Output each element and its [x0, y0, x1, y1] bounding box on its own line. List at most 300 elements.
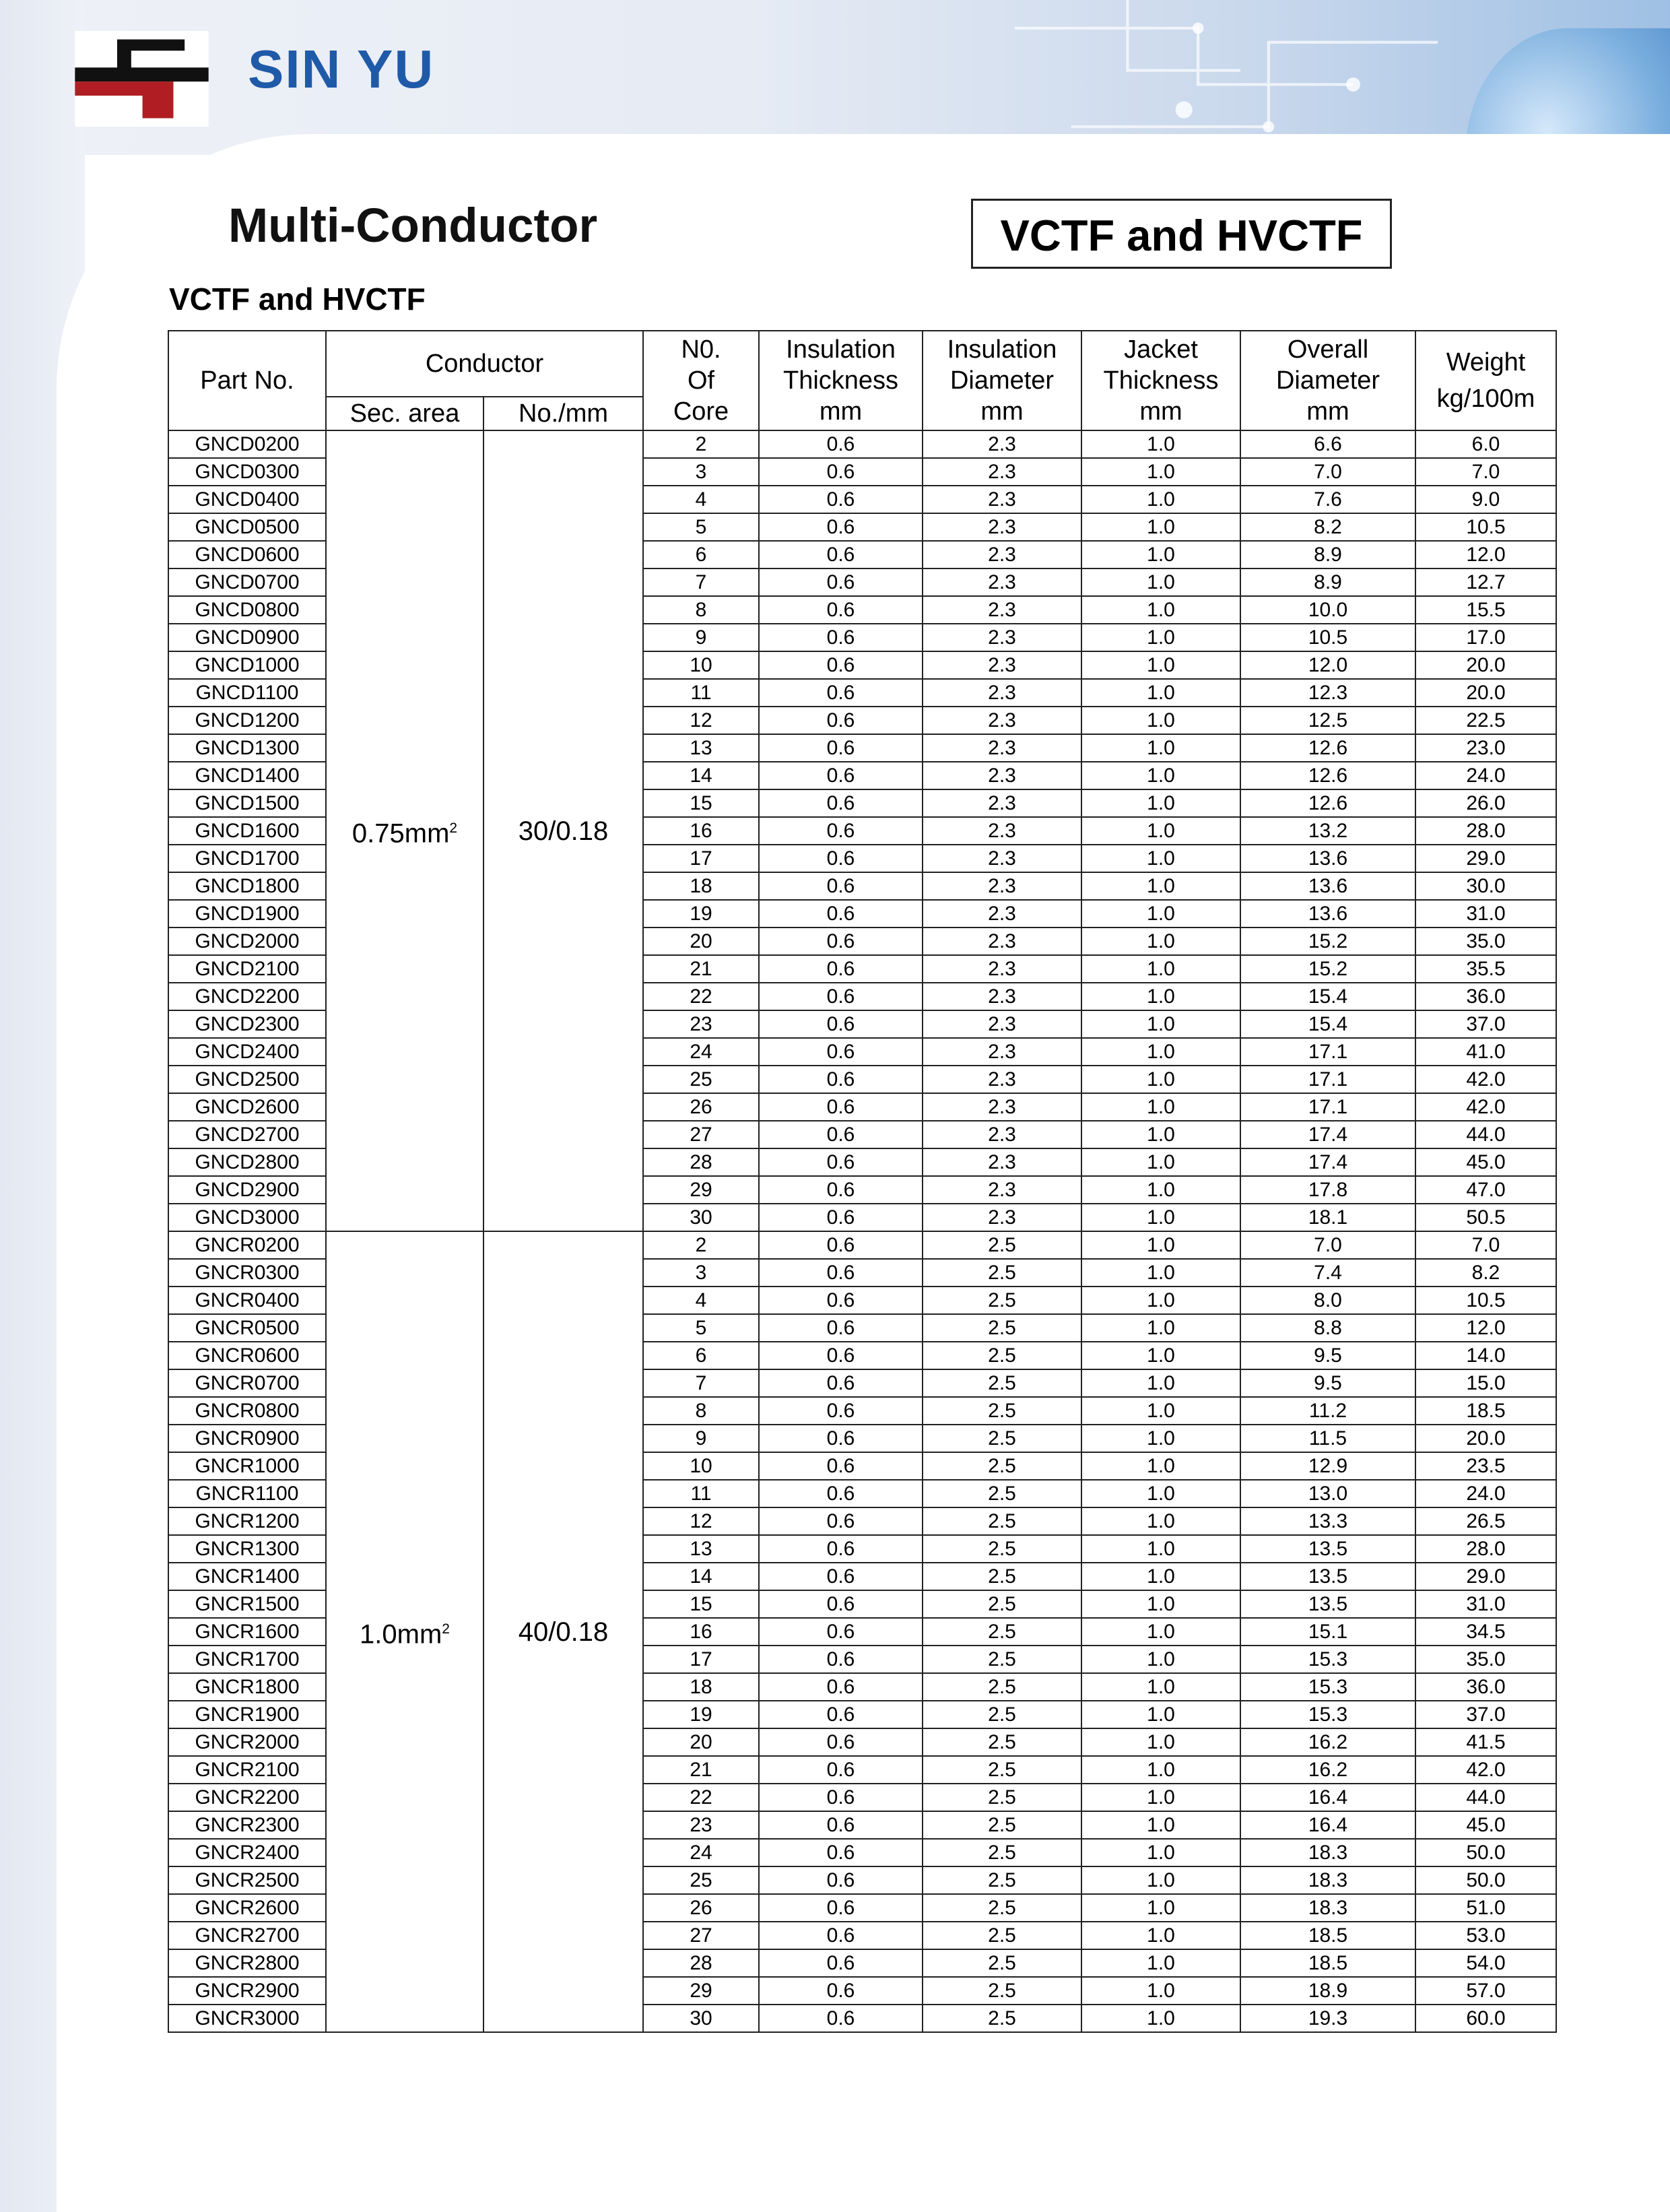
- cell-jacket-thickness: 1.0: [1081, 983, 1240, 1010]
- cell-cores: 25: [643, 1866, 759, 1894]
- cell-cores: 4: [643, 486, 759, 513]
- cell-weight: 31.0: [1415, 900, 1556, 928]
- cell-insulation-thickness: 0.6: [759, 1204, 923, 1231]
- cell-jacket-thickness: 1.0: [1081, 1563, 1240, 1590]
- cell-weight: 23.5: [1415, 1452, 1556, 1480]
- cell-jacket-thickness: 1.0: [1081, 1121, 1240, 1148]
- cell-overall-diameter: 11.2: [1240, 1397, 1415, 1425]
- cell-cores: 16: [643, 817, 759, 845]
- cell-cores: 2: [643, 1231, 759, 1259]
- cell-part-no: GNCR3000: [168, 2005, 326, 2032]
- cell-insulation-thickness: 0.6: [759, 872, 923, 900]
- cell-insulation-thickness: 0.6: [759, 1922, 923, 1949]
- cell-insulation-diameter: 2.3: [923, 817, 1081, 845]
- sin-yu-logo-icon: [75, 31, 209, 127]
- cell-jacket-thickness: 1.0: [1081, 1977, 1240, 2005]
- cell-cores: 12: [643, 1507, 759, 1535]
- cell-part-no: GNCD1300: [168, 734, 326, 762]
- cell-jacket-thickness: 1.0: [1081, 1038, 1240, 1066]
- cell-insulation-thickness: 0.6: [759, 845, 923, 872]
- cell-weight: 45.0: [1415, 1811, 1556, 1839]
- cell-cores: 12: [643, 707, 759, 734]
- cell-cores: 20: [643, 1728, 759, 1756]
- cell-part-no: GNCR0200: [168, 1231, 326, 1259]
- cell-insulation-diameter: 2.3: [923, 486, 1081, 513]
- cell-weight: 42.0: [1415, 1756, 1556, 1784]
- cell-cores: 3: [643, 458, 759, 486]
- cell-overall-diameter: 8.9: [1240, 541, 1415, 568]
- cell-weight: 26.5: [1415, 1507, 1556, 1535]
- cell-overall-diameter: 15.3: [1240, 1701, 1415, 1728]
- table-body: [168, 430, 1556, 2032]
- cell-weight: 7.0: [1415, 458, 1556, 486]
- cell-insulation-thickness: 0.6: [759, 596, 923, 624]
- cell-insulation-thickness: 0.6: [759, 1646, 923, 1673]
- cell-weight: 41.5: [1415, 1728, 1556, 1756]
- cell-overall-diameter: 12.5: [1240, 707, 1415, 734]
- cell-overall-diameter: 8.8: [1240, 1314, 1415, 1342]
- cell-insulation-thickness: 0.6: [759, 1590, 923, 1618]
- cell-insulation-diameter: 2.3: [923, 1121, 1081, 1148]
- cell-insulation-diameter: 2.3: [923, 568, 1081, 596]
- cell-jacket-thickness: 1.0: [1081, 1231, 1240, 1259]
- cell-insulation-diameter: 2.5: [923, 1535, 1081, 1563]
- cell-insulation-thickness: 0.6: [759, 1563, 923, 1590]
- cell-overall-diameter: 16.4: [1240, 1784, 1415, 1811]
- cell-insulation-diameter: 2.5: [923, 1259, 1081, 1287]
- section-subtitle: VCTF and HVCTF: [169, 282, 426, 317]
- cell-overall-diameter: 11.5: [1240, 1425, 1415, 1452]
- cell-insulation-diameter: 2.5: [923, 1397, 1081, 1425]
- cell-cores: 27: [643, 1922, 759, 1949]
- cell-jacket-thickness: 1.0: [1081, 486, 1240, 513]
- cell-jacket-thickness: 1.0: [1081, 1425, 1240, 1452]
- cell-jacket-thickness: 1.0: [1081, 1811, 1240, 1839]
- cell-overall-diameter: 13.3: [1240, 1507, 1415, 1535]
- table-row: [168, 1231, 1556, 1259]
- cell-weight: 29.0: [1415, 1563, 1556, 1590]
- cell-weight: 10.5: [1415, 1287, 1556, 1314]
- cell-insulation-thickness: 0.6: [759, 1287, 923, 1314]
- cell-insulation-thickness: 0.6: [759, 900, 923, 928]
- cell-weight: 20.0: [1415, 651, 1556, 679]
- cell-insulation-diameter: 2.5: [923, 1811, 1081, 1839]
- cell-jacket-thickness: 1.0: [1081, 1701, 1240, 1728]
- cell-overall-diameter: 18.9: [1240, 1977, 1415, 2005]
- cell-weight: 36.0: [1415, 983, 1556, 1010]
- cell-jacket-thickness: 1.0: [1081, 1507, 1240, 1535]
- cell-insulation-thickness: 0.6: [759, 707, 923, 734]
- cell-overall-diameter: 7.0: [1240, 1231, 1415, 1259]
- cell-jacket-thickness: 1.0: [1081, 679, 1240, 707]
- cell-weight: 15.5: [1415, 596, 1556, 624]
- cell-weight: 44.0: [1415, 1121, 1556, 1148]
- cell-overall-diameter: 13.5: [1240, 1535, 1415, 1563]
- cell-insulation-diameter: 2.3: [923, 900, 1081, 928]
- cell-overall-diameter: 7.4: [1240, 1259, 1415, 1287]
- cell-insulation-thickness: 0.6: [759, 1176, 923, 1204]
- cell-cores: 21: [643, 1756, 759, 1784]
- cell-jacket-thickness: 1.0: [1081, 734, 1240, 762]
- cell-insulation-diameter: 2.3: [923, 1010, 1081, 1038]
- cell-overall-diameter: 18.3: [1240, 1866, 1415, 1894]
- cell-overall-diameter: 7.0: [1240, 458, 1415, 486]
- cell-insulation-diameter: 2.5: [923, 2005, 1081, 2032]
- cell-insulation-diameter: 2.5: [923, 1977, 1081, 2005]
- cell-part-no: GNCD1100: [168, 679, 326, 707]
- cell-weight: 34.5: [1415, 1618, 1556, 1646]
- cell-part-no: GNCD2100: [168, 955, 326, 983]
- cell-cores: 11: [643, 1480, 759, 1507]
- cell-overall-diameter: 10.5: [1240, 624, 1415, 651]
- cell-insulation-thickness: 0.6: [759, 789, 923, 817]
- cell-part-no: GNCD1900: [168, 900, 326, 928]
- cell-overall-diameter: 15.4: [1240, 983, 1415, 1010]
- header-insulation-diameter: [923, 331, 1081, 430]
- cell-cores: 29: [643, 1176, 759, 1204]
- cell-cores: 19: [643, 900, 759, 928]
- cell-cores: 22: [643, 1784, 759, 1811]
- cell-part-no: GNCR1400: [168, 1563, 326, 1590]
- cell-part-no: GNCD0700: [168, 568, 326, 596]
- cell-weight: 35.0: [1415, 1646, 1556, 1673]
- cell-insulation-diameter: 2.5: [923, 1784, 1081, 1811]
- cell-insulation-diameter: 2.5: [923, 1287, 1081, 1314]
- cell-overall-diameter: 18.5: [1240, 1922, 1415, 1949]
- cell-part-no: GNCD0500: [168, 513, 326, 541]
- cell-weight: 51.0: [1415, 1894, 1556, 1922]
- cell-jacket-thickness: 1.0: [1081, 458, 1240, 486]
- cell-overall-diameter: 15.4: [1240, 1010, 1415, 1038]
- cell-jacket-thickness: 1.0: [1081, 845, 1240, 872]
- cell-sec-area: $0.75mm^2$: [326, 430, 483, 1231]
- header-jacket-thickness: [1081, 331, 1240, 430]
- cell-jacket-thickness: 1.0: [1081, 1922, 1240, 1949]
- cell-cores: 24: [643, 1839, 759, 1866]
- cell-overall-diameter: 19.3: [1240, 2005, 1415, 2032]
- cell-part-no: GNCD1200: [168, 707, 326, 734]
- label: Insulation Diameter: [947, 335, 1057, 395]
- superscript: 2: [442, 1621, 450, 1637]
- cell-insulation-diameter: 2.5: [923, 1646, 1081, 1673]
- cell-weight: 8.2: [1415, 1259, 1556, 1287]
- cell-cores: 5: [643, 1314, 759, 1342]
- circuit-decoration: [987, 0, 1466, 155]
- cell-overall-diameter: 13.6: [1240, 872, 1415, 900]
- cell-cores: 22: [643, 983, 759, 1010]
- cell-weight: 7.0: [1415, 1231, 1556, 1259]
- spec-table: [168, 330, 1557, 2033]
- cell-insulation-diameter: 2.3: [923, 1176, 1081, 1204]
- cell-insulation-thickness: 0.6: [759, 1148, 923, 1176]
- cell-cores: 15: [643, 789, 759, 817]
- cell-part-no: GNCD1700: [168, 845, 326, 872]
- cell-overall-diameter: 18.1: [1240, 1204, 1415, 1231]
- cell-jacket-thickness: 1.0: [1081, 1010, 1240, 1038]
- cell-sec-area: $1.0mm^2$: [326, 1231, 483, 2032]
- cell-insulation-thickness: 0.6: [759, 1701, 923, 1728]
- cell-overall-diameter: 9.5: [1240, 1369, 1415, 1397]
- cell-part-no: GNCD2400: [168, 1038, 326, 1066]
- cell-overall-diameter: 17.1: [1240, 1093, 1415, 1121]
- cell-jacket-thickness: 1.0: [1081, 1176, 1240, 1204]
- cell-jacket-thickness: 1.0: [1081, 789, 1240, 817]
- cell-weight: 20.0: [1415, 1425, 1556, 1452]
- cell-weight: 29.0: [1415, 845, 1556, 872]
- cell-insulation-diameter: 2.3: [923, 872, 1081, 900]
- cell-cores: 18: [643, 1673, 759, 1701]
- brand-name: SIN YU: [248, 39, 435, 99]
- cell-jacket-thickness: 1.0: [1081, 1259, 1240, 1287]
- cell-overall-diameter: 13.0: [1240, 1480, 1415, 1507]
- cell-weight: 6.0: [1415, 430, 1556, 458]
- cell-weight: 20.0: [1415, 679, 1556, 707]
- cell-overall-diameter: 9.5: [1240, 1342, 1415, 1369]
- cell-part-no: GNCR2300: [168, 1811, 326, 1839]
- cell-part-no: GNCR2600: [168, 1894, 326, 1922]
- cell-part-no: GNCD0800: [168, 596, 326, 624]
- cell-overall-diameter: 8.2: [1240, 513, 1415, 541]
- cell-part-no: GNCR0900: [168, 1425, 326, 1452]
- cell-weight: 12.0: [1415, 541, 1556, 568]
- label: Insulation Thickness: [782, 335, 899, 395]
- cell-cores: 9: [643, 624, 759, 651]
- cell-cores: 24: [643, 1038, 759, 1066]
- cell-part-no: GNCR2700: [168, 1922, 326, 1949]
- cell-cores: 13: [643, 734, 759, 762]
- cell-weight: 42.0: [1415, 1093, 1556, 1121]
- cell-insulation-diameter: 2.5: [923, 1728, 1081, 1756]
- cell-overall-diameter: 15.3: [1240, 1673, 1415, 1701]
- cell-cores: 13: [643, 1535, 759, 1563]
- cell-weight: 57.0: [1415, 1977, 1556, 2005]
- cell-insulation-thickness: 0.6: [759, 1397, 923, 1425]
- cell-cores: 21: [643, 955, 759, 983]
- cell-insulation-diameter: 2.3: [923, 983, 1081, 1010]
- cell-overall-diameter: 12.9: [1240, 1452, 1415, 1480]
- cell-jacket-thickness: 1.0: [1081, 1949, 1240, 1977]
- cell-insulation-thickness: 0.6: [759, 1811, 923, 1839]
- cell-insulation-diameter: 2.5: [923, 1231, 1081, 1259]
- cell-part-no: GNCD1400: [168, 762, 326, 789]
- cell-cores: 3: [643, 1259, 759, 1287]
- label: Jacket Thickness: [1103, 335, 1219, 395]
- cell-weight: 24.0: [1415, 762, 1556, 789]
- cell-cores: 29: [643, 1977, 759, 2005]
- cell-insulation-thickness: 0.6: [759, 1618, 923, 1646]
- cell-insulation-thickness: 0.6: [759, 1066, 923, 1093]
- cell-jacket-thickness: 1.0: [1081, 1093, 1240, 1121]
- cell-weight: 44.0: [1415, 1784, 1556, 1811]
- label: Overall Diameter: [1275, 335, 1380, 395]
- cell-insulation-diameter: 2.3: [923, 762, 1081, 789]
- cell-part-no: GNCD2300: [168, 1010, 326, 1038]
- cell-jacket-thickness: 1.0: [1081, 1618, 1240, 1646]
- cell-overall-diameter: 6.6: [1240, 430, 1415, 458]
- cell-overall-diameter: 13.5: [1240, 1590, 1415, 1618]
- cell-jacket-thickness: 1.0: [1081, 955, 1240, 983]
- cell-insulation-thickness: 0.6: [759, 1342, 923, 1369]
- cell-jacket-thickness: 1.0: [1081, 1866, 1240, 1894]
- cell-cores: 5: [643, 513, 759, 541]
- cell-insulation-diameter: 2.5: [923, 1590, 1081, 1618]
- cell-insulation-diameter: 2.3: [923, 513, 1081, 541]
- cell-overall-diameter: 13.2: [1240, 817, 1415, 845]
- cell-insulation-diameter: 2.5: [923, 1563, 1081, 1590]
- cell-part-no: GNCR0500: [168, 1314, 326, 1342]
- cell-part-no: GNCR0300: [168, 1259, 326, 1287]
- cell-insulation-diameter: 2.3: [923, 1204, 1081, 1231]
- cell-insulation-thickness: 0.6: [759, 983, 923, 1010]
- cell-overall-diameter: 17.4: [1240, 1148, 1415, 1176]
- cell-insulation-thickness: 0.6: [759, 1977, 923, 2005]
- cell-part-no: GNCR0800: [168, 1397, 326, 1425]
- cell-insulation-diameter: 2.3: [923, 596, 1081, 624]
- cell-jacket-thickness: 1.0: [1081, 1756, 1240, 1784]
- cell-jacket-thickness: 1.0: [1081, 1369, 1240, 1397]
- cell-part-no: GNCD2600: [168, 1093, 326, 1121]
- cell-insulation-thickness: 0.6: [759, 955, 923, 983]
- cell-overall-diameter: 18.3: [1240, 1839, 1415, 1866]
- cell-weight: 14.0: [1415, 1342, 1556, 1369]
- cell-insulation-diameter: 2.3: [923, 1148, 1081, 1176]
- cell-overall-diameter: 8.0: [1240, 1287, 1415, 1314]
- cell-insulation-diameter: 2.5: [923, 1425, 1081, 1452]
- cell-part-no: GNCD0200: [168, 430, 326, 458]
- cell-insulation-diameter: 2.3: [923, 1066, 1081, 1093]
- cell-insulation-thickness: 0.6: [759, 1010, 923, 1038]
- cell-jacket-thickness: 1.0: [1081, 2005, 1240, 2032]
- cell-insulation-diameter: 2.3: [923, 955, 1081, 983]
- cell-overall-diameter: 16.4: [1240, 1811, 1415, 1839]
- cell-jacket-thickness: 1.0: [1081, 1784, 1240, 1811]
- cell-cores: 6: [643, 541, 759, 568]
- cell-insulation-diameter: 2.5: [923, 1922, 1081, 1949]
- cell-jacket-thickness: 1.0: [1081, 1204, 1240, 1231]
- cell-weight: 24.0: [1415, 1480, 1556, 1507]
- cell-part-no: GNCD1000: [168, 651, 326, 679]
- cell-cores: 25: [643, 1066, 759, 1093]
- cell-weight: 50.5: [1415, 1204, 1556, 1231]
- cell-overall-diameter: 17.1: [1240, 1038, 1415, 1066]
- cell-insulation-diameter: 2.3: [923, 928, 1081, 955]
- cell-insulation-thickness: 0.6: [759, 1093, 923, 1121]
- cell-part-no: GNCD2800: [168, 1148, 326, 1176]
- cell-weight: 37.0: [1415, 1701, 1556, 1728]
- cell-insulation-thickness: 0.6: [759, 486, 923, 513]
- cell-part-no: GNCD2000: [168, 928, 326, 955]
- cell-cores: 17: [643, 1646, 759, 1673]
- cell-insulation-diameter: 2.5: [923, 1452, 1081, 1480]
- cell-part-no: GNCD2900: [168, 1176, 326, 1204]
- cell-overall-diameter: 16.2: [1240, 1728, 1415, 1756]
- cell-overall-diameter: 15.1: [1240, 1618, 1415, 1646]
- cell-insulation-diameter: 2.3: [923, 1038, 1081, 1066]
- cell-insulation-diameter: 2.5: [923, 1369, 1081, 1397]
- cell-jacket-thickness: 1.0: [1081, 1452, 1240, 1480]
- cell-insulation-diameter: 2.3: [923, 789, 1081, 817]
- cell-insulation-thickness: 0.6: [759, 1866, 923, 1894]
- cell-part-no: GNCD1600: [168, 817, 326, 845]
- cell-weight: 31.0: [1415, 1590, 1556, 1618]
- cell-cores: 30: [643, 1204, 759, 1231]
- cell-insulation-thickness: 0.6: [759, 1231, 923, 1259]
- cell-overall-diameter: 16.2: [1240, 1756, 1415, 1784]
- cell-insulation-thickness: 0.6: [759, 1038, 923, 1066]
- cell-part-no: GNCD0600: [168, 541, 326, 568]
- unit: mm: [819, 397, 863, 426]
- cell-part-no: GNCD0900: [168, 624, 326, 651]
- cell-weight: 28.0: [1415, 817, 1556, 845]
- cell-jacket-thickness: 1.0: [1081, 1397, 1240, 1425]
- header-cores: [643, 331, 759, 430]
- cell-cores: 10: [643, 651, 759, 679]
- cell-overall-diameter: 15.3: [1240, 1646, 1415, 1673]
- cell-insulation-thickness: 0.6: [759, 513, 923, 541]
- cell-insulation-diameter: 2.3: [923, 1093, 1081, 1121]
- label: Weight: [1446, 348, 1526, 377]
- header-no-mm: No./mm: [483, 397, 643, 430]
- cell-insulation-diameter: 2.5: [923, 1507, 1081, 1535]
- cell-part-no: GNCR0700: [168, 1369, 326, 1397]
- cell-jacket-thickness: 1.0: [1081, 1342, 1240, 1369]
- cell-jacket-thickness: 1.0: [1081, 872, 1240, 900]
- cell-overall-diameter: 7.6: [1240, 486, 1415, 513]
- cell-part-no: GNCD2700: [168, 1121, 326, 1148]
- cell-part-no: GNCR2900: [168, 1977, 326, 2005]
- cell-jacket-thickness: 1.0: [1081, 1646, 1240, 1673]
- cell-part-no: GNCR0400: [168, 1287, 326, 1314]
- cell-jacket-thickness: 1.0: [1081, 568, 1240, 596]
- cell-cores: 26: [643, 1093, 759, 1121]
- cell-insulation-thickness: 0.6: [759, 1425, 923, 1452]
- cell-insulation-diameter: 2.5: [923, 1949, 1081, 1977]
- cell-cores: 23: [643, 1811, 759, 1839]
- cell-jacket-thickness: 1.0: [1081, 817, 1240, 845]
- cell-cores: 17: [643, 845, 759, 872]
- cell-part-no: GNCD0400: [168, 486, 326, 513]
- cell-cores: 14: [643, 762, 759, 789]
- cell-insulation-diameter: 2.3: [923, 541, 1081, 568]
- cell-weight: 50.0: [1415, 1866, 1556, 1894]
- cell-insulation-thickness: 0.6: [759, 1121, 923, 1148]
- cell-part-no: GNCR2100: [168, 1756, 326, 1784]
- cell-cores: 9: [643, 1425, 759, 1452]
- cell-insulation-diameter: 2.5: [923, 1673, 1081, 1701]
- cell-part-no: GNCR1500: [168, 1590, 326, 1618]
- cell-overall-diameter: 10.0: [1240, 596, 1415, 624]
- cell-weight: 12.7: [1415, 568, 1556, 596]
- cell-insulation-thickness: 0.6: [759, 1314, 923, 1342]
- cell-insulation-diameter: 2.5: [923, 1756, 1081, 1784]
- cell-jacket-thickness: 1.0: [1081, 1728, 1240, 1756]
- cell-weight: 15.0: [1415, 1369, 1556, 1397]
- cell-part-no: GNCR1600: [168, 1618, 326, 1646]
- cell-jacket-thickness: 1.0: [1081, 1287, 1240, 1314]
- cell-insulation-thickness: 0.6: [759, 430, 923, 458]
- cell-part-no: GNCD2200: [168, 983, 326, 1010]
- cell-part-no: GNCR2000: [168, 1728, 326, 1756]
- cell-insulation-thickness: 0.6: [759, 1894, 923, 1922]
- cell-overall-diameter: 13.5: [1240, 1563, 1415, 1590]
- cell-insulation-thickness: 0.6: [759, 1480, 923, 1507]
- cell-insulation-thickness: 0.6: [759, 1507, 923, 1535]
- cell-jacket-thickness: 1.0: [1081, 1535, 1240, 1563]
- cell-jacket-thickness: 1.0: [1081, 513, 1240, 541]
- cell-part-no: GNCR1100: [168, 1480, 326, 1507]
- cell-cores: 10: [643, 1452, 759, 1480]
- cell-cores: 28: [643, 1148, 759, 1176]
